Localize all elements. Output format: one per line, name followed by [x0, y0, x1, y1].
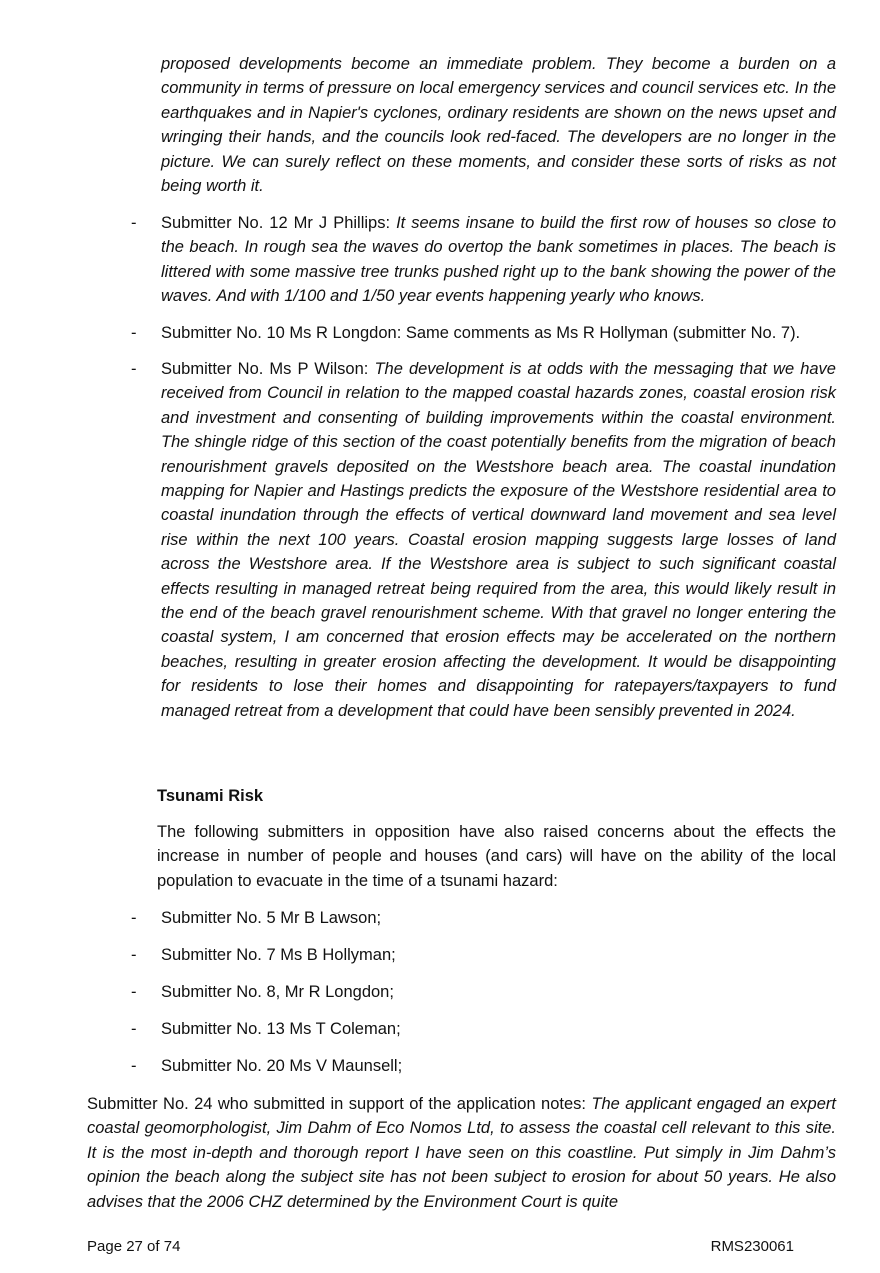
- list-item: [131, 943, 836, 967]
- page-number: Page 27 of 74: [87, 1238, 181, 1255]
- bullet-item-longdon: [131, 321, 836, 345]
- list-item-text: Submitter No. 8, Mr R Longdon;: [161, 983, 394, 1001]
- support-lead: Submitter No. 24 who submitted in support of the application notes:: [87, 1095, 592, 1113]
- bullet-dash: -: [131, 360, 137, 378]
- bullet-dash: -: [131, 214, 137, 232]
- bullet-item-wilson: [131, 357, 836, 723]
- intro-quote: proposed developments become an immediate problem. They become a burden on a community in terms of pressure on local emergency services and council services etc. In the earthquakes and in Napier's cyclones, ordinary residents are shown on the news upset and wringing their hands, and the councils look red-faced. The developers are no longer in the picture. We can surely reflect on these moments, and consider these sorts of risks as not being worth it.: [161, 55, 836, 196]
- list-item-text: Submitter No. 5 Mr B Lawson;: [161, 909, 382, 927]
- bullet-lead: Submitter No. 10 Ms R Longdon: Same comments as Ms R Hollyman (submitter No. 7).: [161, 324, 801, 342]
- bullet-dash: -: [131, 909, 137, 927]
- list-item: [131, 906, 836, 930]
- support-quote: The applicant engaged an expert coastal geomorphologist, Jim Dahm of Eco Nomos Ltd, to assess the coastal cell relevant to this site. It is the most in-depth and thorough report I have seen on this coastline. Put simply in Jim Dahm’s opinion the beach along the subject site has not been subject to erosion for about 50 years. He also advises that the 2006 CHZ determined by the Environment Court is quite: [87, 1095, 836, 1211]
- bullet-quote: It seems insane to build the first row of houses so close to the beach. In rough sea the waves do overtop the bank sometimes in places. The beach is littered with some massive tree trunks pushed right up to the bank showing the power of the waves. And with 1/100 and 1/50 year events happening yearly who knows.: [161, 214, 836, 306]
- bullet-item-phillips: [131, 211, 836, 309]
- bullet-lead: Submitter No. 12 Mr J Phillips:: [161, 214, 397, 232]
- support-paragraph: [87, 1092, 836, 1214]
- bullet-quote: The development is at odds with the messaging that we have received from Council in relation to the mapped coastal hazards zones, coastal erosion risk and investment and consenting of building improvements within the coastal environment. The shingle ridge of this section of the coast potentially benefits from the migration of beach renourishment gravels deposited on the Westshore beach area. The coastal inundation mapping for Napier and Hastings predicts the exposure of the Westshore residential area to coastal inundation through the effects of vertical downward land movement and sea level rise within the next 100 years. Coastal erosion mapping suggests large losses of land across the Westshore area. If the Westshore area is subject to such significant coastal effects resulting in managed retreat being required from the area, this would likely result in the end of the beach gravel renourishment scheme. With that gravel no longer entering the coastal system, I am concerned that erosion effects may be accelerated on the northern beaches, resulting in greater erosion affecting the development. It would be disappointing for residents to lose their homes and disappointing for ratepayers/taxpayers to fund managed retreat from a development that could have been sensibly prevented in 2024.: [161, 360, 836, 720]
- section-heading-tsunami: Tsunami Risk: [157, 787, 264, 805]
- bullet-dash: -: [131, 946, 137, 964]
- bullet-dash: -: [131, 324, 137, 342]
- list-item-text: Submitter No. 20 Ms V Maunsell;: [161, 1057, 403, 1075]
- bullet-dash: -: [131, 1057, 137, 1075]
- bullet-dash: -: [131, 1020, 137, 1038]
- tsunami-paragraph: The following submitters in opposition have also raised concerns about the effects the increase in number of people and houses (and cars) will have on the ability of the local population to evacuate in the time of a tsunami hazard:: [157, 823, 836, 890]
- bullet-dash: -: [131, 983, 137, 1001]
- list-item: [131, 1017, 836, 1041]
- list-item-text: Submitter No. 13 Ms T Coleman;: [161, 1020, 401, 1038]
- bullet-lead: Submitter No. Ms P Wilson:: [161, 360, 375, 378]
- document-reference: RMS230061: [710, 1238, 794, 1255]
- list-item-text: Submitter No. 7 Ms B Hollyman;: [161, 946, 396, 964]
- list-item: [131, 980, 836, 1004]
- list-item: [131, 1054, 836, 1078]
